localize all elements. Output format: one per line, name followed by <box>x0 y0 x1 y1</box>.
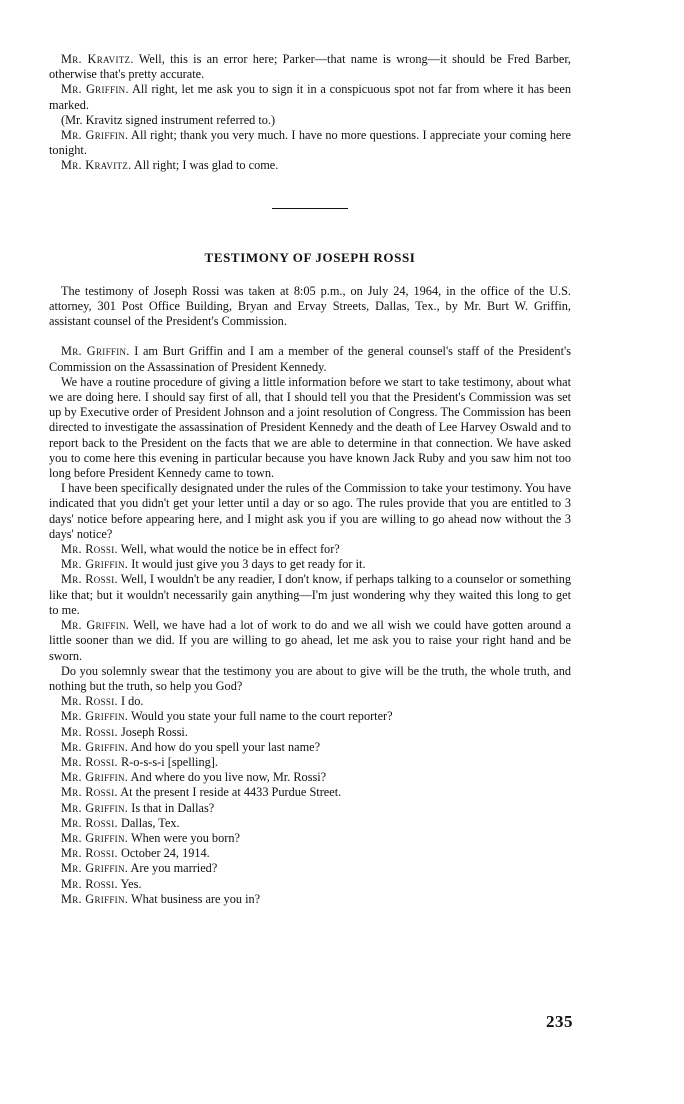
testimony-section <box>49 344 571 907</box>
paragraph <box>49 481 571 542</box>
paragraph-text: Would you state your full name to the court reporter? <box>128 709 393 724</box>
paragraph-text: Are you married? <box>128 861 218 876</box>
paragraph <box>49 846 571 861</box>
paragraph-text: It would just give you 3 days to get ready for it. <box>128 557 366 572</box>
speaker-label: Mr. Griffin. <box>61 739 129 754</box>
paragraph <box>49 831 571 846</box>
speaker-label: Mr. Rossi. <box>61 724 118 739</box>
paragraph-text: I do. <box>117 694 144 709</box>
speaker-label: Mr. Kravitz. <box>61 158 132 173</box>
speaker-label: Mr. Griffin. <box>61 344 130 359</box>
paragraph-text: (Mr. Kravitz signed instrument referred to.) <box>61 112 276 127</box>
paragraph-text: What business are you in? <box>128 891 261 906</box>
speaker-label: Mr. Griffin. <box>61 128 129 143</box>
paragraph <box>49 375 571 481</box>
paragraph <box>49 694 571 709</box>
paragraph <box>49 158 571 173</box>
paragraph-text: All right, let me ask you to sign it in a conspicuous spot not far from where it has been marked. <box>49 82 571 112</box>
speaker-label: Mr. Rossi. <box>61 542 118 557</box>
paragraph <box>49 557 571 572</box>
page-number: 235 <box>546 1012 573 1031</box>
paragraph-text: Do you solemnly swear that the testimony you are about to give will be the truth, the whole truth, and nothing but the truth, so help you God? <box>49 663 571 693</box>
paragraph <box>49 740 571 755</box>
paragraph-text: Is that in Dallas? <box>128 800 215 815</box>
speaker-label: Mr. Rossi. <box>61 815 118 830</box>
paragraph-text: At the present I reside at 4433 Purdue Street. <box>117 785 342 800</box>
paragraph-text: Joseph Rossi. <box>117 724 188 739</box>
paragraph-text: R-o-s-s-i [spelling]. <box>117 754 218 769</box>
paragraph <box>49 664 571 694</box>
speaker-label: Mr. Griffin. <box>61 557 129 572</box>
paragraph <box>49 709 571 724</box>
speaker-label: Mr. Griffin. <box>61 861 129 876</box>
paragraph-text: Well, we have had a lot of work to do and we all wish we could have gotten around a little sooner than we did. If you are willing to go ahead, let me ask you to raise your right hand and be sworn. <box>49 618 571 663</box>
paragraph-text: When were you born? <box>128 830 240 845</box>
section-divider <box>272 208 348 209</box>
paragraph <box>49 877 571 892</box>
paragraph-text: And how do you spell your last name? <box>128 739 321 754</box>
paragraph <box>49 861 571 876</box>
speaker-label: Mr. Kravitz. <box>61 52 134 66</box>
paragraph-text: Well, what would the notice be in effect for? <box>117 542 340 557</box>
paragraph <box>49 618 571 664</box>
paragraph <box>49 725 571 740</box>
intro-paragraph: The testimony of Joseph Rossi was taken at 8:05 p.m., on July 24, 1964, in the office of the U.S. attorney, 301 Post Office Building, Bryan and Ervay Streets, Dallas, Tex., by Mr. Burt W. Griffin, assistant counsel of the President's Commission. <box>49 283 571 329</box>
paragraph-text: Dallas, Tex. <box>117 815 180 830</box>
preamble-section <box>49 52 571 174</box>
paragraph-text: All right; thank you very much. I have no more questions. I appreciate your coming here tonight. <box>49 128 571 158</box>
speaker-label: Mr. Griffin. <box>61 891 129 906</box>
document-page <box>49 52 571 907</box>
speaker-label: Mr. Rossi. <box>61 846 118 861</box>
speaker-label: Mr. Rossi. <box>61 694 118 709</box>
paragraph-text: Well, I wouldn't be any readier, I don't know, if perhaps talking to a counselor or something like that; but it wouldn't necessarily gain anything—I'm just wondering why they waited this long to get to me. <box>49 572 572 617</box>
speaker-label: Mr. Griffin. <box>61 770 129 785</box>
paragraph-text: Well, this is an error here; Parker—that name is wrong—it should be Fred Barber, otherwise that's pretty accurate. <box>49 52 571 82</box>
speaker-label: Mr. Griffin. <box>61 709 129 724</box>
speaker-label: Mr. Rossi. <box>61 876 118 891</box>
paragraph-text: We have a routine procedure of giving a little information before we start to take testimony, about what we are doing here. I should say first of all, that I should tell you that the President's Commission was set up by Executive order of President Johnson and a joint resolution of Congress. The Commission has been directed to investigate the assassination of President Kennedy and the death of Lee Harvey Oswald and to report back to the President on the facts that we are able to determine in that connection. We have asked you to come here this evening in particular because you have known Jack Ruby and you saw him not too long before President Kennedy came to town. <box>49 374 571 481</box>
paragraph <box>49 892 571 907</box>
paragraph-text: Yes. <box>117 876 142 891</box>
paragraph <box>49 344 571 374</box>
paragraph <box>49 82 571 112</box>
paragraph <box>49 755 571 770</box>
paragraph <box>49 113 571 128</box>
paragraph-text: And where do you live now, Mr. Rossi? <box>128 770 327 785</box>
section-title: TESTIMONY OF JOSEPH ROSSI <box>204 249 416 265</box>
paragraph <box>49 128 571 158</box>
speaker-label: Mr. Griffin. <box>61 830 129 845</box>
paragraph-text: All right; I was glad to come. <box>131 158 279 173</box>
paragraph-text: October 24, 1914. <box>117 846 210 861</box>
paragraph <box>49 572 571 618</box>
paragraph <box>49 801 571 816</box>
speaker-label: Mr. Rossi. <box>61 572 118 587</box>
paragraph <box>49 816 571 831</box>
speaker-label: Mr. Rossi. <box>61 785 118 800</box>
paragraph <box>49 770 571 785</box>
paragraph-text: I have been specifically designated under the rules of the Commission to take your testimony. You have indicated that you didn't get your letter until a day or so ago. The rules provide that you are entitled to 3 days' notice before appearing here, and I might ask you if you are willing to go ahead now without the 3 days' notice? <box>49 481 571 541</box>
paragraph <box>49 542 571 557</box>
speaker-label: Mr. Griffin. <box>61 618 130 633</box>
speaker-label: Mr. Griffin. <box>61 800 129 815</box>
paragraph-text: I am Burt Griffin and I am a member of the general counsel's staff of the President's Commission on the Assassination of President Kennedy. <box>49 344 571 374</box>
speaker-label: Mr. Griffin. <box>61 82 129 97</box>
paragraph <box>49 785 571 800</box>
paragraph <box>49 52 571 82</box>
speaker-label: Mr. Rossi. <box>61 754 118 769</box>
